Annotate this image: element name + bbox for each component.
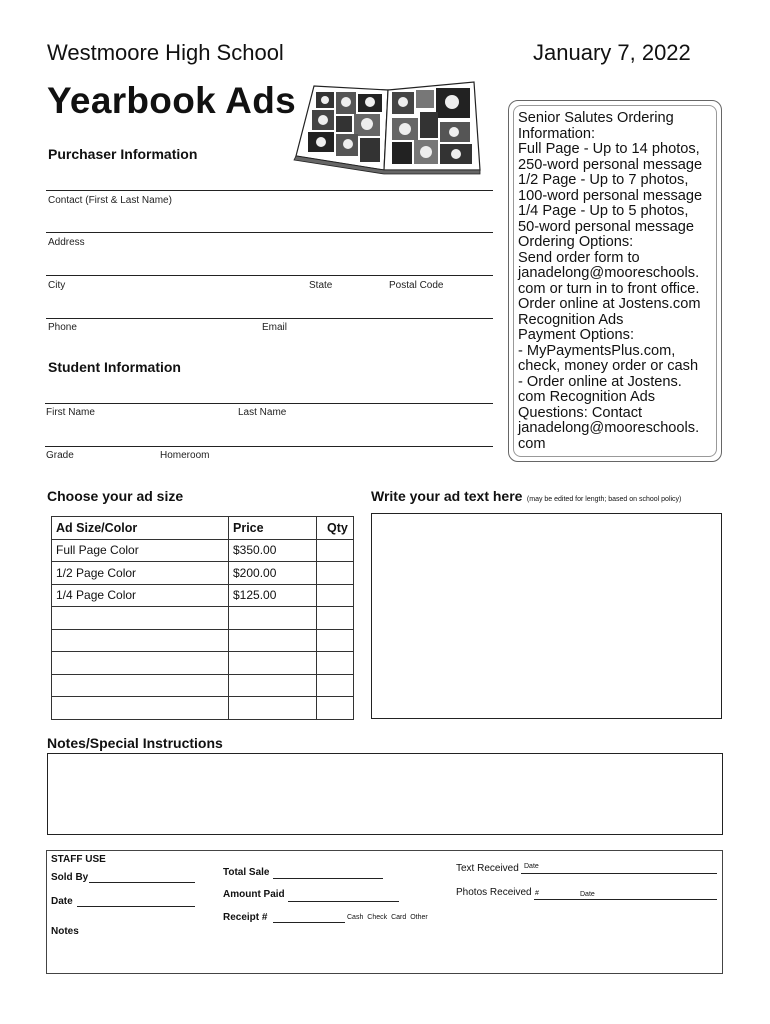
info-line: - MyPaymentsPlus.com, <box>518 342 676 359</box>
sold-by-label: Sold By <box>51 872 89 883</box>
info-line: Ordering Options: <box>518 234 634 250</box>
staff-notes-label: Notes <box>51 926 79 937</box>
homeroom-label: Homeroom <box>160 450 210 461</box>
info-line: check, money order or cash <box>518 358 699 374</box>
cell-size: 1/2 Page Color <box>52 562 229 585</box>
cell-qty[interactable] <box>317 697 354 720</box>
postal-code-label: Postal Code <box>389 280 444 291</box>
city-state-postal-line[interactable] <box>46 275 493 276</box>
first-name-label: First Name <box>46 407 95 418</box>
table-row <box>52 629 354 652</box>
phone-label: Phone <box>48 322 77 333</box>
cell-size[interactable] <box>52 697 229 720</box>
purchaser-heading: Purchaser Information <box>48 146 198 162</box>
info-line: Send order form to <box>518 249 640 266</box>
amount-paid-label: Amount Paid <box>223 889 285 900</box>
photos-received-line[interactable] <box>534 899 717 900</box>
cell-price[interactable] <box>229 629 317 652</box>
grade-label: Grade <box>46 450 74 461</box>
last-name-label: Last Name <box>238 407 287 418</box>
cell-size: Full Page Color <box>52 539 229 562</box>
info-line: Full Page - Up to 14 photos, <box>518 141 700 157</box>
cell-size[interactable] <box>52 652 229 675</box>
student-heading: Student Information <box>48 359 181 375</box>
staff-use-box <box>46 850 723 974</box>
cell-size: 1/4 Page Color <box>52 584 229 607</box>
cell-price[interactable] <box>229 607 317 630</box>
staff-use-heading: STAFF USE <box>51 854 106 865</box>
info-line: - Order online at Jostens. <box>518 373 682 390</box>
info-line: 1/4 Page - Up to 5 photos, <box>518 203 689 219</box>
state-label: State <box>309 280 333 291</box>
student-name-line[interactable] <box>45 403 493 404</box>
email-label: Email <box>262 322 288 333</box>
text-received-date-label: Date <box>524 863 539 870</box>
col-price-header: Price <box>229 517 317 540</box>
info-line: Payment Options: <box>518 327 634 343</box>
info-line: Recognition Ads <box>518 311 624 328</box>
text-received-label: Text Received <box>456 863 519 874</box>
address-line[interactable] <box>46 232 493 233</box>
cell-qty[interactable] <box>317 607 354 630</box>
cell-price[interactable] <box>229 674 317 697</box>
photos-received-date-label: Date <box>580 891 595 898</box>
contact-label: Contact (First & Last Name) <box>48 195 172 206</box>
cell-qty[interactable] <box>317 674 354 697</box>
cell-price: $125.00 <box>229 584 317 607</box>
cell-price: $200.00 <box>229 562 317 585</box>
info-line: 50-word personal message <box>518 218 695 235</box>
info-line: com or turn in to front office. <box>518 280 700 297</box>
cell-qty[interactable] <box>317 629 354 652</box>
school-name: Westmoore High School <box>47 40 284 65</box>
info-line: Senior Salutes Ordering <box>518 110 674 126</box>
ad-text-heading-wrap <box>371 488 681 506</box>
info-line: Order online at Jostens.com <box>518 296 701 312</box>
cell-price: $350.00 <box>229 539 317 562</box>
table-row <box>52 584 354 607</box>
page-title: Yearbook Ads <box>47 80 296 121</box>
col-qty-header: Qty <box>317 517 354 540</box>
cell-price[interactable] <box>229 697 317 720</box>
address-label: Address <box>48 237 85 248</box>
table-header-row <box>52 517 354 540</box>
city-label: City <box>48 280 66 291</box>
cell-size[interactable] <box>52 607 229 630</box>
total-sale-label: Total Sale <box>223 867 270 878</box>
receipt-line[interactable] <box>273 922 345 923</box>
table-row <box>52 697 354 720</box>
cell-qty[interactable] <box>317 652 354 675</box>
info-line: janadelong@mooreschools. <box>518 420 700 436</box>
info-line: Information: <box>518 125 596 142</box>
total-sale-line[interactable] <box>273 878 383 879</box>
ad-text-box[interactable] <box>371 513 722 719</box>
photos-received-number-label: # <box>535 890 539 897</box>
info-line: 100-word personal message <box>518 187 703 204</box>
phone-email-line[interactable] <box>46 318 493 319</box>
info-line: janadelong@mooreschools. <box>518 265 700 281</box>
table-row <box>52 607 354 630</box>
yearbook-image <box>292 78 482 178</box>
amount-paid-line[interactable] <box>288 901 399 902</box>
form-date: January 7, 2022 <box>533 40 691 65</box>
cell-price[interactable] <box>229 652 317 675</box>
ordering-info-text <box>518 111 718 452</box>
receipt-label: Receipt # <box>223 912 268 923</box>
table-row <box>52 539 354 562</box>
table-row <box>52 674 354 697</box>
info-line: 1/2 Page - Up to 7 photos, <box>518 172 689 188</box>
info-line: Questions: Contact <box>518 404 643 421</box>
cell-size[interactable] <box>52 674 229 697</box>
contact-line[interactable] <box>46 190 493 191</box>
table-row <box>52 652 354 675</box>
staff-date-line[interactable] <box>77 906 195 907</box>
photos-received-label: Photos Received <box>456 887 532 898</box>
grade-homeroom-line[interactable] <box>45 446 493 447</box>
sold-by-line[interactable] <box>89 882 195 883</box>
ad-size-heading: Choose your ad size <box>47 488 184 504</box>
cell-qty[interactable] <box>317 562 354 585</box>
staff-date-label: Date <box>51 896 73 907</box>
text-received-line[interactable] <box>521 873 717 874</box>
cell-size[interactable] <box>52 629 229 652</box>
cell-qty[interactable] <box>317 584 354 607</box>
notes-heading: Notes/Special Instructions <box>47 735 223 751</box>
cell-qty[interactable] <box>317 539 354 562</box>
info-line: 250-word personal message <box>518 156 703 173</box>
ad-size-table <box>51 516 354 720</box>
ad-text-heading: Write your ad text here <box>371 488 523 504</box>
payment-methods: Cash Check Card Other <box>347 914 428 921</box>
info-line: com <box>518 435 546 452</box>
ordering-info-box <box>508 100 722 462</box>
notes-box[interactable] <box>47 753 723 835</box>
ad-text-note: (may be edited for length; based on school policy) <box>526 496 682 503</box>
col-size-header: Ad Size/Color <box>52 517 229 540</box>
info-line: com Recognition Ads <box>518 389 656 405</box>
table-row <box>52 562 354 585</box>
